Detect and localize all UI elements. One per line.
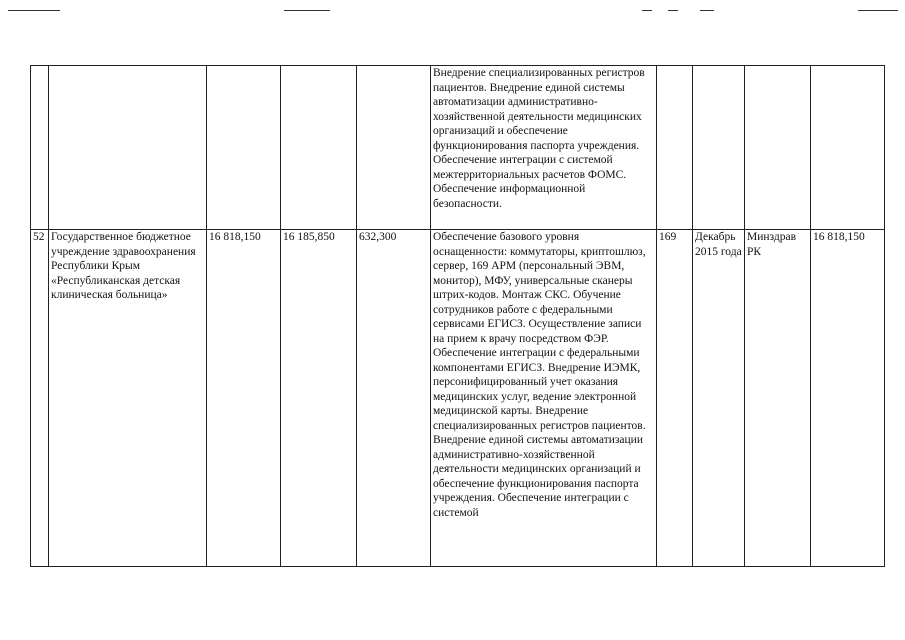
cell-quantity [657,66,693,230]
cell-total-cost: 16 818,150 [207,230,281,567]
header-rule-right-2 [668,10,678,11]
cell-total-cost [207,66,281,230]
cell-regional-funds [357,66,431,230]
cell-activities: Внедрение специализированных регистров пациентов. Внедрение единой системы автоматизации административно-хозяйственной деятельности медицинских организаций и обеспечение функционирования паспорта учреждения. Обеспечение интеграции с системой межтерриториальных расчетов ФОМС. Обеспечение информационной безопасности. [431,66,657,230]
cell-regional-funds: 632,300 [357,230,431,567]
cell-organization: Государственное бюджетное учреждение здравоохранения Республики Крым «Республиканская детская клиническая больница» [49,230,207,567]
program-table [30,65,885,567]
cell-activities: Обеспечение базового уровня оснащенности: коммутаторы, криптошлюз, сервер, 169 АРМ (персональный ЭВМ, монитор), МФУ, универсальные сканеры штрих-кодов. Монтаж СКС. Обучение сотрудников работе с федеральными сервисами ЕГИСЗ. Осуществление записи на прием к врачу посредством ФЭР. Обеспечение интеграции с федеральными компонентами ЕГИСЗ. Внедрение ИЭМК, персонифицированный учет оказания медицинских услуг, ведение электронной медицинской карты. Внедрение специализированных регистров пациентов. Внедрение единой системы автоматизации административно-хозяйственной деятельности медицинских организаций и обеспечение функционирования паспорта учреждения. Обеспечение интеграции с системой [431,230,657,567]
cell-federal-funds [281,66,357,230]
cell-deadline [693,66,745,230]
cell-sum: 16 818,150 [811,230,885,567]
header-rule-right-1 [642,10,652,11]
cell-number [31,66,49,230]
cell-responsible [745,66,811,230]
cell-sum [811,66,885,230]
header-rule-left [8,10,60,11]
header-rule-right-3 [700,10,714,11]
cell-responsible: Минздрав РК [745,230,811,567]
cell-deadline: Декабрь 2015 года [693,230,745,567]
cell-federal-funds: 16 185,850 [281,230,357,567]
cell-quantity: 169 [657,230,693,567]
header-rule-right-4 [858,10,898,11]
table-row [31,66,885,230]
header-rule-center [284,10,330,11]
table-row [31,230,885,567]
cell-organization [49,66,207,230]
cell-number: 52 [31,230,49,567]
